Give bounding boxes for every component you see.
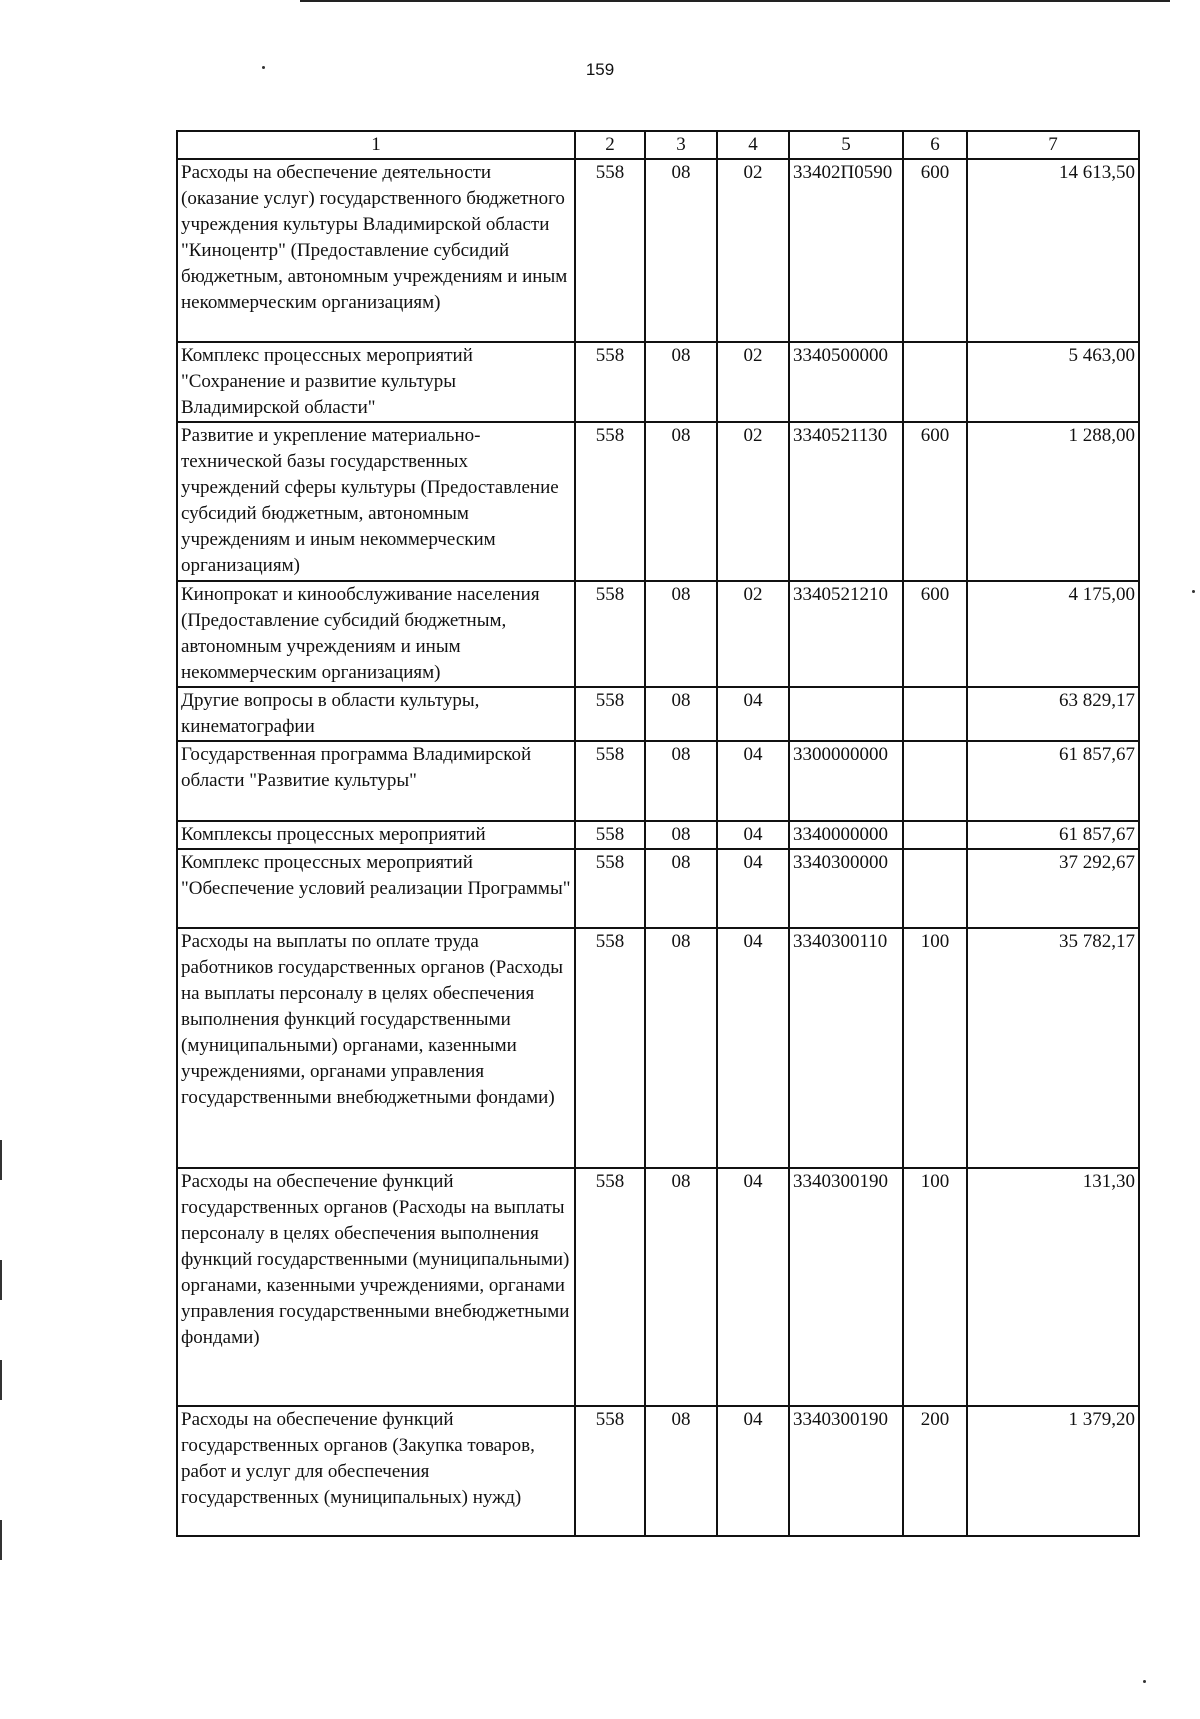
section-code: 08 <box>645 1406 717 1536</box>
amount: 35 782,17 <box>967 928 1139 1168</box>
target-article-code: 3300000000 <box>789 741 903 821</box>
column-header-1: 1 <box>177 131 575 159</box>
page-number: 159 <box>585 60 615 79</box>
subsection-code: 02 <box>717 581 789 687</box>
table-row <box>177 422 1139 581</box>
target-article-code: 3340521210 <box>789 581 903 687</box>
scan-edge-line <box>300 0 1170 2</box>
ministry-code: 558 <box>575 687 645 741</box>
target-article-code: 3340300000 <box>789 849 903 928</box>
amount: 131,30 <box>967 1168 1139 1406</box>
ministry-code: 558 <box>575 821 645 849</box>
column-header-6: 6 <box>903 131 967 159</box>
subsection-code: 02 <box>717 159 789 342</box>
row-name: Другие вопросы в области культуры, кинематографии <box>177 687 575 741</box>
expense-type-code <box>903 687 967 741</box>
column-header-7: 7 <box>967 131 1139 159</box>
expense-type-code: 600 <box>903 581 967 687</box>
row-name: Расходы на обеспечение функций государственных органов (Закупка товаров, работ и услуг для обеспечения государственных (муниципальных) нужд) <box>177 1406 575 1536</box>
target-article-code: 3340500000 <box>789 342 903 422</box>
ministry-code: 558 <box>575 1406 645 1536</box>
row-name: Государственная программа Владимирской области "Развитие культуры" <box>177 741 575 821</box>
section-code: 08 <box>645 342 717 422</box>
target-article-code: 3340300190 <box>789 1406 903 1536</box>
amount: 63 829,17 <box>967 687 1139 741</box>
target-article-code: 3340300190 <box>789 1168 903 1406</box>
section-code: 08 <box>645 581 717 687</box>
expense-type-code: 600 <box>903 159 967 342</box>
subsection-code: 02 <box>717 422 789 581</box>
ministry-code: 558 <box>575 849 645 928</box>
expense-type-code <box>903 821 967 849</box>
row-name: Развитие и укрепление материально-технической базы государственных учреждений сферы культуры (Предоставление субсидий бюджетным, автономным учреждениям и иным некоммерческим организациям) <box>177 422 575 581</box>
ministry-code: 558 <box>575 159 645 342</box>
column-header-3: 3 <box>645 131 717 159</box>
header-row <box>177 131 1139 159</box>
ministry-code: 558 <box>575 342 645 422</box>
expense-type-code <box>903 849 967 928</box>
expense-type-code <box>903 741 967 821</box>
binding-mark <box>0 1360 2 1400</box>
row-name: Расходы на выплаты по оплате труда работников государственных органов (Расходы на выплаты персоналу в целях обеспечения выполнения функций государственными (муниципальными) органами, казенными учреждениями, органами управления государственными внебюджетными фондами) <box>177 928 575 1168</box>
subsection-code: 04 <box>717 1406 789 1536</box>
binding-mark <box>0 1260 2 1300</box>
table-row <box>177 1406 1139 1536</box>
ministry-code: 558 <box>575 741 645 821</box>
section-code: 08 <box>645 687 717 741</box>
ministry-code: 558 <box>575 581 645 687</box>
section-code: 08 <box>645 159 717 342</box>
table-row <box>177 342 1139 422</box>
row-name: Комплекс процессных мероприятий "Обеспечение условий реализации Программы" <box>177 849 575 928</box>
section-code: 08 <box>645 821 717 849</box>
subsection-code: 02 <box>717 342 789 422</box>
binding-mark <box>0 1140 2 1180</box>
column-header-5: 5 <box>789 131 903 159</box>
table-row <box>177 581 1139 687</box>
target-article-code: 3340521130 <box>789 422 903 581</box>
expense-type-code <box>903 342 967 422</box>
table-row <box>177 1168 1139 1406</box>
section-code: 08 <box>645 741 717 821</box>
table-row <box>177 687 1139 741</box>
section-code: 08 <box>645 422 717 581</box>
scan-speck <box>1143 1680 1146 1683</box>
ministry-code: 558 <box>575 422 645 581</box>
target-article-code: 3340300110 <box>789 928 903 1168</box>
amount: 61 857,67 <box>967 821 1139 849</box>
budget-table <box>176 130 1140 1537</box>
amount: 1 288,00 <box>967 422 1139 581</box>
subsection-code: 04 <box>717 849 789 928</box>
table-row <box>177 741 1139 821</box>
table-row <box>177 159 1139 342</box>
section-code: 08 <box>645 849 717 928</box>
column-header-2: 2 <box>575 131 645 159</box>
subsection-code: 04 <box>717 1168 789 1406</box>
section-code: 08 <box>645 928 717 1168</box>
target-article-code: 3340000000 <box>789 821 903 849</box>
ministry-code: 558 <box>575 928 645 1168</box>
subsection-code: 04 <box>717 687 789 741</box>
scan-speck <box>1192 590 1195 593</box>
expense-type-code: 600 <box>903 422 967 581</box>
subsection-code: 04 <box>717 741 789 821</box>
row-name: Расходы на обеспечение функций государственных органов (Расходы на выплаты персоналу в целях обеспечения выполнения функций государственными (муниципальными) органами, казенными учреждениями, органами управления государственными внебюджетными фондами) <box>177 1168 575 1406</box>
amount: 5 463,00 <box>967 342 1139 422</box>
amount: 4 175,00 <box>967 581 1139 687</box>
amount: 14 613,50 <box>967 159 1139 342</box>
amount: 1 379,20 <box>967 1406 1139 1536</box>
column-header-4: 4 <box>717 131 789 159</box>
subsection-code: 04 <box>717 821 789 849</box>
expense-type-code: 100 <box>903 1168 967 1406</box>
table-row <box>177 849 1139 928</box>
row-name: Комплексы процессных мероприятий <box>177 821 575 849</box>
target-article-code <box>789 687 903 741</box>
table-row <box>177 821 1139 849</box>
section-code: 08 <box>645 1168 717 1406</box>
expense-type-code: 100 <box>903 928 967 1168</box>
row-name: Кинопрокат и кинообслуживание населения (Предоставление субсидий бюджетным, автономным учреждениям и иным некоммерческим организациям) <box>177 581 575 687</box>
table-row <box>177 928 1139 1168</box>
row-name: Комплекс процессных мероприятий "Сохранение и развитие культуры Владимирской области" <box>177 342 575 422</box>
binding-mark <box>0 1520 2 1560</box>
target-article-code: 33402П0590 <box>789 159 903 342</box>
subsection-code: 04 <box>717 928 789 1168</box>
row-name: Расходы на обеспечение деятельности (оказание услуг) государственного бюджетного учреждения культуры Владимирской области "Киноцентр" (Предоставление субсидий бюджетным, автономным учреждениям и иным некоммерческим организациям) <box>177 159 575 342</box>
expense-type-code: 200 <box>903 1406 967 1536</box>
amount: 37 292,67 <box>967 849 1139 928</box>
ministry-code: 558 <box>575 1168 645 1406</box>
amount: 61 857,67 <box>967 741 1139 821</box>
